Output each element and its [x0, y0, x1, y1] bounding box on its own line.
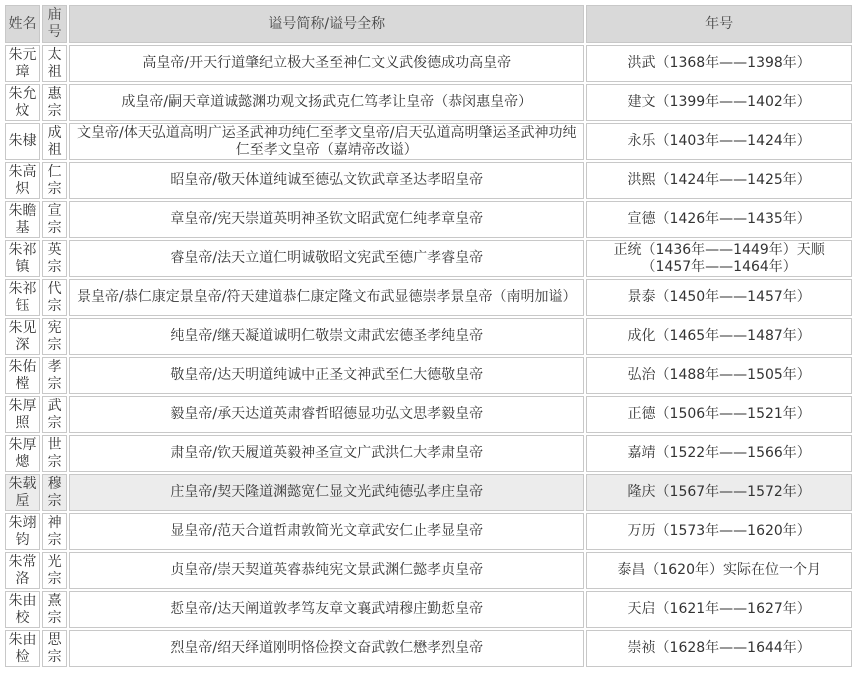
- header-era: 年号: [586, 5, 852, 43]
- header-row: [5, 5, 852, 43]
- header-title: 谥号简称/谥号全称: [69, 5, 584, 43]
- cell-name: 朱厚熜: [5, 435, 40, 472]
- table-row: [5, 240, 852, 277]
- cell-era: 天启（1621年——1627年）: [586, 591, 852, 628]
- table-row: [5, 630, 852, 667]
- cell-title: 肃皇帝/钦天履道英毅神圣宣文广武洪仁大孝肃皇帝: [69, 435, 584, 472]
- cell-temple: 世宗: [42, 435, 67, 472]
- cell-temple: 神宗: [42, 513, 67, 550]
- table-body: [5, 45, 852, 667]
- cell-temple: 代宗: [42, 279, 67, 316]
- cell-temple: 熹宗: [42, 591, 67, 628]
- cell-name: 朱瞻基: [5, 201, 40, 238]
- cell-era: 永乐（1403年——1424年）: [586, 123, 852, 160]
- cell-name: 朱载垕: [5, 474, 40, 511]
- cell-name: 朱元璋: [5, 45, 40, 82]
- cell-era: 洪熙（1424年——1425年）: [586, 162, 852, 199]
- cell-temple: 惠宗: [42, 84, 67, 121]
- cell-title: 贞皇帝/崇天契道英睿恭纯宪文景武渊仁懿孝贞皇帝: [69, 552, 584, 589]
- cell-era: 建文（1399年——1402年）: [586, 84, 852, 121]
- cell-title: 文皇帝/体天弘道高明广运圣武神功纯仁至孝文皇帝/启天弘道高明肇运圣武神功纯仁至孝文皇帝（嘉靖帝改谥）: [69, 123, 584, 160]
- cell-name: 朱由校: [5, 591, 40, 628]
- cell-name: 朱祁钰: [5, 279, 40, 316]
- table-row: [5, 552, 852, 589]
- cell-name: 朱棣: [5, 123, 40, 160]
- cell-title: 悊皇帝/达天阐道敦孝笃友章文襄武靖穆庄勤悊皇帝: [69, 591, 584, 628]
- cell-title: 章皇帝/宪天崇道英明神圣钦文昭武宽仁纯孝章皇帝: [69, 201, 584, 238]
- table-row: [5, 45, 852, 82]
- header-name: 姓名: [5, 5, 40, 43]
- cell-title: 毅皇帝/承天达道英肃睿哲昭德显功弘文思孝毅皇帝: [69, 396, 584, 433]
- cell-era: 嘉靖（1522年——1566年）: [586, 435, 852, 472]
- cell-era: 景泰（1450年——1457年）: [586, 279, 852, 316]
- emperors-table: [3, 3, 854, 669]
- cell-temple: 太祖: [42, 45, 67, 82]
- cell-temple: 武宗: [42, 396, 67, 433]
- cell-title: 成皇帝/嗣天章道诚懿渊功观文扬武克仁笃孝让皇帝（恭闵惠皇帝）: [69, 84, 584, 121]
- table-row: [5, 123, 852, 160]
- cell-temple: 英宗: [42, 240, 67, 277]
- cell-temple: 仁宗: [42, 162, 67, 199]
- cell-title: 睿皇帝/法天立道仁明诚敬昭文宪武至德广孝睿皇帝: [69, 240, 584, 277]
- cell-title: 庄皇帝/契天隆道渊懿宽仁显文光武纯德弘孝庄皇帝: [69, 474, 584, 511]
- header-temple: 庙号: [42, 5, 67, 43]
- cell-era: 泰昌（1620年）实际在位一个月: [586, 552, 852, 589]
- cell-era: 隆庆（1567年——1572年）: [586, 474, 852, 511]
- table-row: [5, 162, 852, 199]
- cell-temple: 孝宗: [42, 357, 67, 394]
- table-row: [5, 318, 852, 355]
- table-row: [5, 396, 852, 433]
- cell-name: 朱祁镇: [5, 240, 40, 277]
- cell-era: 正统（1436年——1449年）天顺（1457年——1464年）: [586, 240, 852, 277]
- cell-era: 宣德（1426年——1435年）: [586, 201, 852, 238]
- cell-name: 朱厚照: [5, 396, 40, 433]
- cell-title: 昭皇帝/敬天体道纯诚至德弘文钦武章圣达孝昭皇帝: [69, 162, 584, 199]
- cell-era: 正德（1506年——1521年）: [586, 396, 852, 433]
- cell-name: 朱见深: [5, 318, 40, 355]
- cell-temple: 成祖: [42, 123, 67, 160]
- cell-era: 洪武（1368年——1398年）: [586, 45, 852, 82]
- cell-temple: 宣宗: [42, 201, 67, 238]
- cell-title: 高皇帝/开天行道肇纪立极大圣至神仁文义武俊德成功高皇帝: [69, 45, 584, 82]
- cell-era: 成化（1465年——1487年）: [586, 318, 852, 355]
- cell-title: 景皇帝/恭仁康定景皇帝/符天建道恭仁康定隆文布武显德崇孝景皇帝（南明加谥）: [69, 279, 584, 316]
- cell-title: 纯皇帝/继天凝道诚明仁敬崇文肃武宏德圣孝纯皇帝: [69, 318, 584, 355]
- table-row: [5, 435, 852, 472]
- table-row: [5, 201, 852, 238]
- cell-title: 显皇帝/范天合道哲肃敦简光文章武安仁止孝显皇帝: [69, 513, 584, 550]
- cell-temple: 穆宗: [42, 474, 67, 511]
- table-row: [5, 279, 852, 316]
- table-row: [5, 591, 852, 628]
- table-row: [5, 84, 852, 121]
- cell-name: 朱由检: [5, 630, 40, 667]
- cell-era: 崇祯（1628年——1644年）: [586, 630, 852, 667]
- cell-temple: 光宗: [42, 552, 67, 589]
- cell-name: 朱高炽: [5, 162, 40, 199]
- cell-title: 烈皇帝/绍天绎道刚明恪俭揆文奋武敦仁懋孝烈皇帝: [69, 630, 584, 667]
- cell-temple: 宪宗: [42, 318, 67, 355]
- table-row: [5, 357, 852, 394]
- cell-name: 朱佑樘: [5, 357, 40, 394]
- table-row: [5, 513, 852, 550]
- table-row: [5, 474, 852, 511]
- cell-title: 敬皇帝/达天明道纯诚中正圣文神武至仁大德敬皇帝: [69, 357, 584, 394]
- cell-name: 朱常洛: [5, 552, 40, 589]
- cell-era: 弘治（1488年——1505年）: [586, 357, 852, 394]
- cell-name: 朱允炆: [5, 84, 40, 121]
- cell-era: 万历（1573年——1620年）: [586, 513, 852, 550]
- cell-temple: 思宗: [42, 630, 67, 667]
- cell-name: 朱翊钧: [5, 513, 40, 550]
